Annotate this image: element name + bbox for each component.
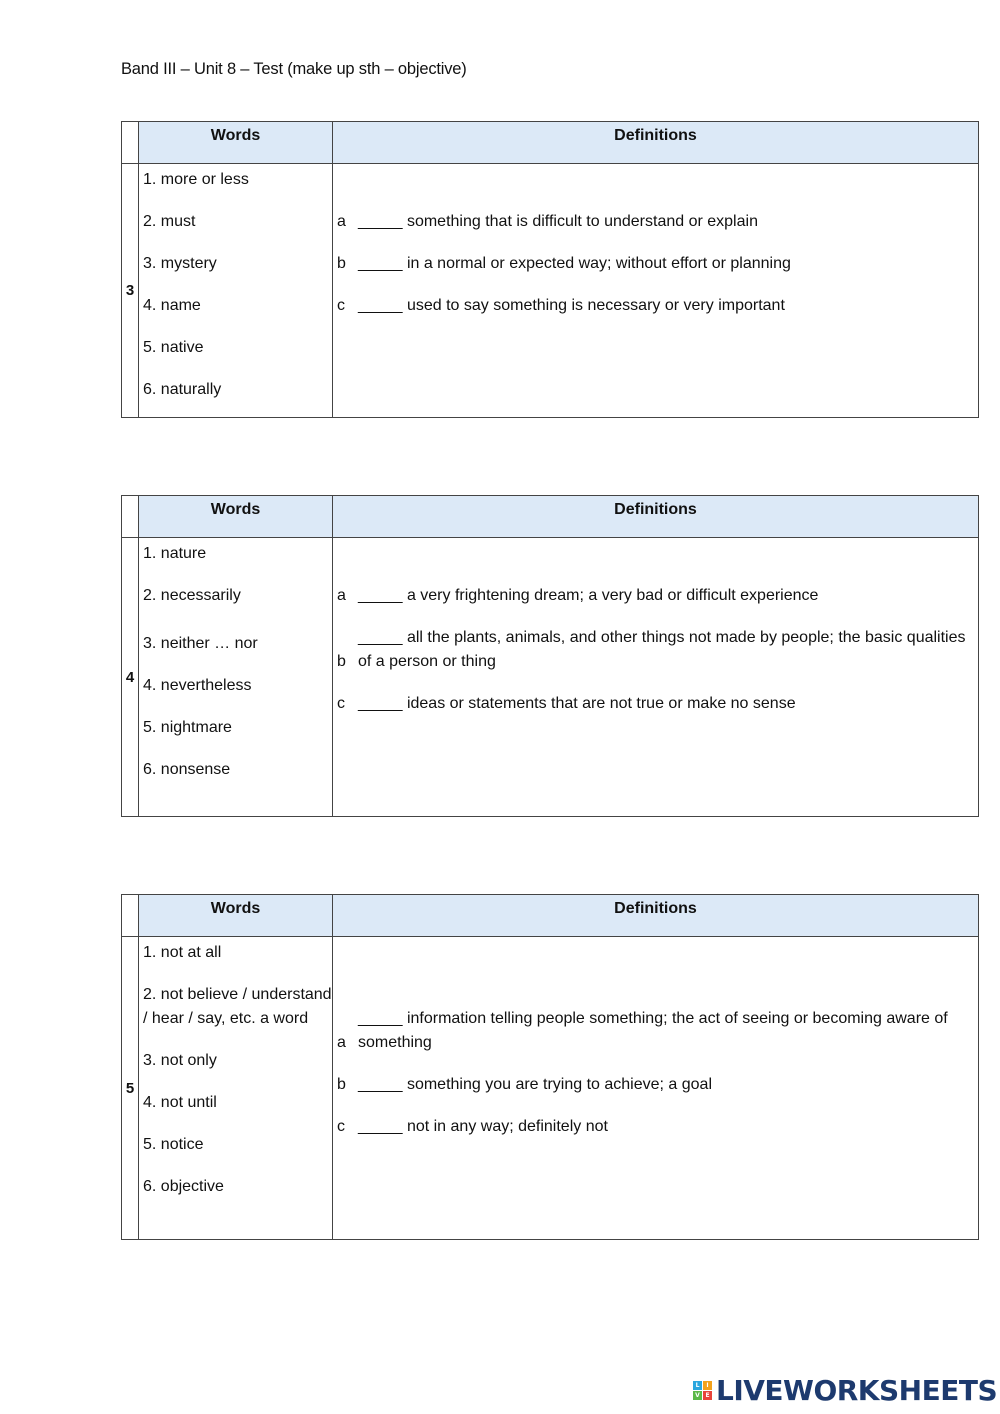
word-item: 5. notice: [143, 1136, 204, 1153]
definition-text[interactable]: _____ information telling people something; the act of seeing or becoming aware of something: [358, 1010, 948, 1051]
definition-letter: b: [337, 653, 346, 670]
table-number: 3: [122, 164, 139, 418]
table-number: 4: [122, 538, 139, 817]
logo-squares-icon: [693, 1381, 712, 1400]
definition-letter: a: [337, 1034, 346, 1051]
logo-square: E: [703, 1391, 712, 1400]
definitions-cell: [333, 937, 979, 1240]
logo-text: LIVEWORKSHEETS: [716, 1374, 998, 1407]
word-item: 2. necessarily: [143, 587, 241, 604]
definition-letter: b: [337, 255, 346, 272]
word-item: 1. not at all: [143, 944, 222, 961]
definition-text[interactable]: _____ a very frightening dream; a very bad or difficult experience: [358, 587, 819, 604]
header-blank: [122, 122, 139, 164]
words-cell: [139, 538, 333, 817]
definition-text[interactable]: _____ used to say something is necessary or very important: [358, 297, 785, 314]
word-item: 2. not believe / understand / hear / say, etc. a word: [143, 986, 332, 1027]
words-header: Words: [139, 122, 333, 164]
word-item: 2. must: [143, 213, 196, 230]
word-item: 6. nonsense: [143, 761, 231, 778]
definition-item: [333, 1073, 978, 1097]
definition-item: [333, 584, 978, 608]
word-item: 4. name: [143, 297, 201, 314]
definition-text[interactable]: _____ something that is difficult to understand or explain: [358, 213, 758, 230]
words-header: Words: [139, 496, 333, 538]
definition-item: [333, 294, 978, 318]
word-item: 1. more or less: [143, 171, 249, 188]
definition-letter: a: [337, 213, 346, 230]
table-number: 5: [122, 937, 139, 1240]
definition-text[interactable]: _____ all the plants, animals, and other things not made by people; the basic qualities of a person or thing: [358, 629, 966, 670]
header-blank: [122, 895, 139, 937]
definition-letter: c: [337, 695, 345, 712]
word-item: 4. not until: [143, 1094, 217, 1111]
page-title: Band III – Unit 8 – Test (make up sth – objective): [121, 60, 467, 78]
definition-item: [333, 1007, 978, 1055]
definition-item: [333, 626, 978, 674]
definition-text[interactable]: _____ something you are trying to achieve; a goal: [358, 1076, 713, 1093]
word-item: 5. nightmare: [143, 719, 232, 736]
header-blank: [122, 496, 139, 538]
definitions-header: Definitions: [333, 895, 979, 937]
word-item: 1. nature: [143, 545, 207, 562]
words-header: Words: [139, 895, 333, 937]
logo-square: L: [693, 1381, 702, 1390]
definition-text[interactable]: _____ not in any way; definitely not: [358, 1118, 608, 1135]
word-item: 3. mystery: [143, 255, 217, 272]
word-item: 5. native: [143, 339, 204, 356]
definition-letter: a: [337, 587, 346, 604]
words-cell: [139, 164, 333, 418]
logo-square: V: [693, 1391, 702, 1400]
definition-letter: b: [337, 1076, 346, 1093]
definitions-header: Definitions: [333, 122, 979, 164]
definition-text[interactable]: _____ ideas or statements that are not true or make no sense: [358, 695, 796, 712]
definition-text[interactable]: _____ in a normal or expected way; without effort or planning: [358, 255, 791, 272]
vocab-table-5: [121, 894, 979, 1240]
logo-square: I: [703, 1381, 712, 1390]
definition-item: [333, 1115, 978, 1139]
definition-letter: c: [337, 1118, 345, 1135]
word-item: 4. nevertheless: [143, 677, 252, 694]
vocab-table-4: [121, 495, 979, 817]
words-cell: [139, 937, 333, 1240]
word-item: 6. objective: [143, 1178, 224, 1195]
definition-item: [333, 210, 978, 234]
word-item: 6. naturally: [143, 381, 222, 398]
definitions-header: Definitions: [333, 496, 979, 538]
definition-letter: c: [337, 297, 345, 314]
definitions-cell: [333, 164, 979, 418]
definitions-cell: [333, 538, 979, 817]
liveworksheets-logo: [693, 1374, 997, 1407]
word-item: 3. neither … nor: [143, 635, 258, 652]
word-item: 3. not only: [143, 1052, 217, 1069]
definition-item: [333, 252, 978, 276]
definition-item: [333, 692, 978, 716]
vocab-table-3: [121, 121, 979, 418]
